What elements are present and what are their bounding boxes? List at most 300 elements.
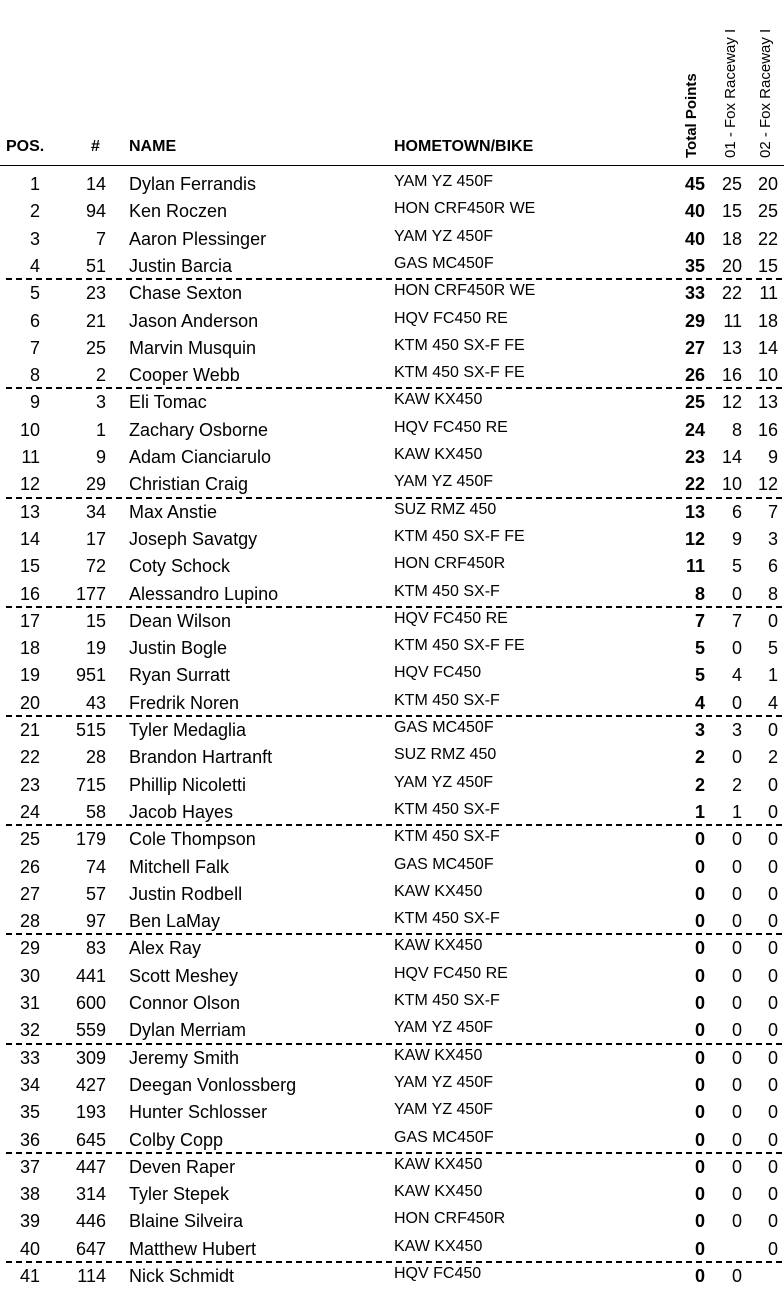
rider-name: Fredrik Noren <box>129 692 240 713</box>
rider-name: Deven Raper <box>129 1156 236 1177</box>
table-row <box>0 526 784 553</box>
bike-number: 114 <box>77 1266 106 1286</box>
round-2-points: 11 <box>759 283 778 304</box>
round-1-points: 20 <box>721 255 742 276</box>
bike-number: 647 <box>75 1238 106 1259</box>
round-2-points: 7 <box>767 501 778 522</box>
total-points: 0 <box>694 1102 705 1123</box>
rider-name: Scott Meshey <box>129 965 239 986</box>
round-2-points: 0 <box>767 1047 778 1068</box>
rider-name: Brandon Hartranft <box>129 747 273 768</box>
table-row <box>0 499 784 526</box>
total-points: 40 <box>684 228 705 249</box>
bike: HQV FC450 RE <box>394 418 508 436</box>
table-row <box>0 581 784 608</box>
total-points: 4 <box>694 692 705 713</box>
round-1-points: 9 <box>731 528 742 549</box>
rider-name: Alex Ray <box>129 938 202 959</box>
rider-name: Blaine Silveira <box>129 1211 244 1232</box>
bike: KAW KX450 <box>394 391 483 409</box>
round-1-points: 7 <box>731 610 742 631</box>
position: 29 <box>19 938 40 959</box>
header-pos: POS. <box>6 138 45 155</box>
position: 3 <box>29 228 40 249</box>
total-points: 5 <box>694 638 705 659</box>
round-2-points: 20 <box>757 174 778 194</box>
rider-name: Aaron Plessinger <box>129 228 267 249</box>
total-points: 0 <box>694 1074 705 1095</box>
bike-number: 97 <box>85 911 106 932</box>
round-1-points: 0 <box>731 1047 742 1068</box>
rider-name: Tyler Medaglia <box>129 720 247 740</box>
table-row <box>0 1154 784 1181</box>
round-1-points: 18 <box>721 228 742 249</box>
table-row <box>0 253 784 280</box>
bike-number: 3 <box>95 392 106 413</box>
bike: KAW KX450 <box>394 1183 483 1201</box>
bike-number: 23 <box>85 283 106 304</box>
round-2-points: 0 <box>767 911 778 932</box>
round-1-points: 22 <box>721 283 742 304</box>
rider-name: Matthew Hubert <box>129 1238 257 1259</box>
rider-name: Eli Tomac <box>129 392 207 413</box>
bike-number: 21 <box>85 310 106 331</box>
bike: YAM YZ 450F <box>394 473 493 491</box>
rider-name: Justin Bogle <box>129 638 228 659</box>
bike-number: 179 <box>75 829 106 850</box>
table-row <box>0 226 784 253</box>
position: 14 <box>19 528 40 549</box>
rider-name: Mitchell Falk <box>129 856 230 877</box>
rider-name: Adam Cianciarulo <box>129 447 272 467</box>
rider-name: Joseph Savatgy <box>129 528 258 549</box>
total-points: 0 <box>694 1129 705 1150</box>
bike: GAS MC450F <box>394 855 494 873</box>
table-row <box>0 635 784 662</box>
bike-number: 74 <box>85 856 106 877</box>
header-hometown-bike: HOMETOWN/BIKE <box>394 138 534 155</box>
bike-number: 43 <box>85 692 106 713</box>
rider-name: Colby Copp <box>129 1129 224 1150</box>
position: 37 <box>19 1156 40 1177</box>
table-row <box>0 881 784 908</box>
bike-number: 94 <box>85 201 106 222</box>
table-row <box>0 1127 784 1154</box>
position: 28 <box>19 911 40 932</box>
round-2-points: 0 <box>767 1102 778 1123</box>
bike-number: 177 <box>75 583 106 604</box>
table-row <box>0 389 784 416</box>
total-points: 24 <box>684 419 705 440</box>
round-1-points: 11 <box>723 310 742 331</box>
round-2-points: 0 <box>767 829 778 850</box>
table-row <box>0 1072 784 1099</box>
bike: KAW KX450 <box>394 1237 483 1255</box>
bike-number: 25 <box>85 337 106 358</box>
bike: KTM 450 SX-F FE <box>394 336 525 354</box>
table-row <box>0 1236 784 1263</box>
round-1-points: 16 <box>721 365 742 386</box>
round-1-points: 1 <box>731 801 742 822</box>
total-points: 0 <box>694 1047 705 1068</box>
total-points: 27 <box>684 337 705 358</box>
bike-number: 314 <box>75 1184 106 1205</box>
bike: KTM 450 SX-F <box>394 828 500 846</box>
total-points: 0 <box>694 1020 705 1041</box>
round-2-points: 3 <box>767 528 778 549</box>
bike: YAM YZ 450F <box>394 173 493 190</box>
header-round-2: 02 - Fox Raceway I <box>757 28 774 158</box>
bike-number: 600 <box>75 993 106 1013</box>
position: 26 <box>19 856 40 877</box>
total-points: 0 <box>694 1266 705 1286</box>
table-row <box>0 990 784 1017</box>
round-1-points: 5 <box>731 556 742 577</box>
position: 38 <box>19 1184 40 1205</box>
position: 11 <box>21 447 40 467</box>
rider-name: Jason Anderson <box>129 310 259 331</box>
total-points: 0 <box>694 911 705 932</box>
header-round-1: 01 - Fox Raceway I <box>722 28 739 158</box>
rider-name: Cooper Webb <box>129 365 240 386</box>
round-2-points: 0 <box>767 1020 778 1041</box>
total-points: 0 <box>694 993 705 1013</box>
position: 7 <box>29 337 40 358</box>
bike-number: 2 <box>95 365 106 386</box>
bike-number: 14 <box>85 174 106 194</box>
rider-name: Dylan Ferrandis <box>129 174 257 194</box>
round-2-points: 0 <box>767 965 778 986</box>
bike-number: 58 <box>85 801 106 822</box>
total-points: 0 <box>694 856 705 877</box>
round-2-points: 0 <box>767 856 778 877</box>
table-row <box>0 963 784 990</box>
position: 36 <box>19 1129 40 1150</box>
position: 35 <box>19 1102 40 1123</box>
table-row <box>0 444 784 471</box>
table-row <box>0 690 784 717</box>
round-2-points: 5 <box>767 638 778 659</box>
bike-number: 427 <box>75 1074 106 1095</box>
bike: SUZ RMZ 450 <box>394 746 497 764</box>
table-row <box>0 772 784 799</box>
rider-name: Justin Barcia <box>129 255 233 276</box>
bike: KTM 450 SX-F <box>394 992 500 1009</box>
bike: KAW KX450 <box>394 1155 483 1173</box>
total-points: 0 <box>694 883 705 904</box>
bike-number: 72 <box>85 556 106 577</box>
round-2-points: 0 <box>767 1074 778 1095</box>
round-2-points: 6 <box>767 556 778 577</box>
rider-name: Christian Craig <box>129 474 249 495</box>
header-total-points: Total Points <box>683 73 700 158</box>
round-1-points: 12 <box>721 392 742 413</box>
round-1-points: 0 <box>731 1156 742 1177</box>
bike-number: 17 <box>85 528 106 549</box>
bike: KTM 450 SX-F FE <box>394 527 525 545</box>
position: 22 <box>19 747 40 768</box>
round-1-points: 0 <box>731 993 742 1013</box>
total-points: 0 <box>694 1184 705 1205</box>
round-2-points: 0 <box>767 1156 778 1177</box>
total-points: 35 <box>684 255 705 276</box>
table-row <box>0 608 784 635</box>
round-2-points: 0 <box>767 801 778 822</box>
table-row <box>0 908 784 935</box>
round-2-points: 25 <box>757 201 778 222</box>
position: 21 <box>19 720 40 740</box>
total-points: 5 <box>694 665 705 686</box>
position: 31 <box>19 993 40 1013</box>
bike-number: 7 <box>95 228 106 249</box>
rider-name: Hunter Schlosser <box>129 1102 268 1123</box>
bike: YAM YZ 450F <box>394 1073 493 1091</box>
round-2-points: 10 <box>757 365 778 386</box>
bike: HQV FC450 RE <box>394 309 508 327</box>
round-2-points: 22 <box>757 228 778 249</box>
total-points: 8 <box>694 583 705 604</box>
total-points: 0 <box>694 1156 705 1177</box>
table-row <box>0 1263 784 1290</box>
position: 41 <box>19 1266 40 1286</box>
header-divider <box>0 165 784 166</box>
table-row <box>0 1017 784 1044</box>
bike: HON CRF450R WE <box>394 200 536 218</box>
bike-number: 1 <box>95 419 106 440</box>
position: 17 <box>19 610 40 631</box>
bike-number: 34 <box>85 501 106 522</box>
table-row <box>0 1181 784 1208</box>
position: 39 <box>19 1211 40 1232</box>
round-1-points: 0 <box>731 1184 742 1205</box>
total-points: 7 <box>694 610 705 631</box>
round-1-points: 4 <box>731 665 742 686</box>
position: 27 <box>19 883 40 904</box>
bike-number: 51 <box>85 255 106 276</box>
rider-name: Connor Olson <box>129 993 241 1013</box>
table-row <box>0 1208 784 1235</box>
total-points: 0 <box>694 965 705 986</box>
header-number: # <box>91 138 100 155</box>
bike-number: 446 <box>75 1211 106 1232</box>
round-2-points: 0 <box>767 1238 778 1259</box>
round-2-points: 0 <box>767 1211 778 1232</box>
bike-number: 715 <box>75 774 106 795</box>
round-1-points: 0 <box>731 638 742 659</box>
round-2-points: 2 <box>767 747 778 768</box>
bike: GAS MC450F <box>394 1128 494 1146</box>
table-row <box>0 1099 784 1126</box>
round-1-points: 0 <box>731 1266 742 1286</box>
total-points: 0 <box>694 1238 705 1259</box>
bike-number: 29 <box>85 474 106 495</box>
position: 1 <box>29 174 40 194</box>
bike-number: 15 <box>85 610 106 631</box>
round-1-points: 3 <box>731 720 742 740</box>
round-2-points: 0 <box>767 774 778 795</box>
bike: KTM 450 SX-F <box>394 910 500 928</box>
rider-name: Alessandro Lupino <box>129 583 279 604</box>
round-2-points: 14 <box>757 337 778 358</box>
position: 5 <box>29 283 40 304</box>
rider-name: Deegan Vonlossberg <box>129 1074 297 1095</box>
round-1-points: 14 <box>721 447 742 467</box>
table-row <box>0 744 784 771</box>
rider-name: Coty Schock <box>129 556 231 577</box>
position: 8 <box>29 365 40 386</box>
total-points: 0 <box>694 829 705 850</box>
round-2-points: 0 <box>767 993 778 1013</box>
round-1-points: 0 <box>731 1074 742 1095</box>
round-1-points: 0 <box>731 856 742 877</box>
bike-number: 309 <box>75 1047 106 1068</box>
round-1-points: 2 <box>731 774 742 795</box>
total-points: 45 <box>684 174 705 194</box>
position: 9 <box>29 392 40 413</box>
bike: YAM YZ 450F <box>394 227 493 245</box>
round-2-points: 16 <box>757 419 778 440</box>
table-row <box>0 417 784 444</box>
position: 4 <box>29 255 40 276</box>
rider-name: Marvin Musquin <box>129 337 257 358</box>
round-1-points: 10 <box>721 474 742 495</box>
round-1-points: 0 <box>731 1129 742 1150</box>
bike-number: 559 <box>75 1020 106 1041</box>
bike-number: 951 <box>75 665 106 686</box>
rider-name: Justin Rodbell <box>129 883 243 904</box>
rider-name: Jacob Hayes <box>129 801 234 822</box>
round-2-points: 0 <box>767 883 778 904</box>
bike-number: 9 <box>95 447 106 467</box>
rider-name: Phillip Nicoletti <box>129 774 247 795</box>
bike: KTM 450 SX-F <box>394 582 500 600</box>
table-row <box>0 171 784 198</box>
bike: GAS MC450F <box>394 254 494 272</box>
round-2-points: 12 <box>757 474 778 495</box>
position: 25 <box>19 829 40 850</box>
position: 19 <box>19 665 40 686</box>
round-2-points: 0 <box>767 1129 778 1150</box>
total-points: 3 <box>694 720 705 740</box>
bike-number: 447 <box>75 1156 106 1177</box>
position: 23 <box>19 774 40 795</box>
round-2-points: 0 <box>767 610 778 631</box>
bike-number: 28 <box>85 747 106 768</box>
table-row <box>0 335 784 362</box>
table-row <box>0 471 784 498</box>
bike: HQV FC450 <box>394 1265 482 1282</box>
rider-name: Zachary Osborne <box>129 419 269 440</box>
round-1-points: 0 <box>731 1020 742 1041</box>
round-1-points: 0 <box>731 938 742 959</box>
table-row <box>0 1045 784 1072</box>
total-points: 12 <box>684 528 705 549</box>
table-row <box>0 308 784 335</box>
position: 30 <box>19 965 40 986</box>
table-row <box>0 826 784 853</box>
header-name: NAME <box>129 138 177 155</box>
round-1-points: 0 <box>731 583 742 604</box>
bike: HON CRF450R <box>394 555 506 573</box>
bike: HQV FC450 <box>394 664 482 682</box>
bike-number: 193 <box>75 1102 106 1123</box>
round-1-points: 0 <box>731 1102 742 1123</box>
position: 2 <box>29 201 40 222</box>
position: 20 <box>19 692 40 713</box>
table-row <box>0 198 784 225</box>
bike: YAM YZ 450F <box>394 1019 493 1037</box>
position: 12 <box>19 474 40 495</box>
total-points: 33 <box>684 283 705 304</box>
table-row <box>0 280 784 307</box>
bike: YAM YZ 450F <box>394 1101 493 1119</box>
bike: HON CRF450R WE <box>394 282 536 300</box>
total-points: 25 <box>684 392 705 413</box>
rider-name: Jeremy Smith <box>129 1047 240 1068</box>
table-row <box>0 553 784 580</box>
position: 33 <box>19 1047 40 1068</box>
rider-name: Ben LaMay <box>129 911 221 932</box>
round-2-points: 1 <box>767 665 778 686</box>
total-points: 1 <box>694 801 705 822</box>
total-points: 2 <box>694 774 705 795</box>
bike: KTM 450 SX-F <box>394 800 500 818</box>
bike: HQV FC450 RE <box>394 964 508 982</box>
position: 40 <box>19 1238 40 1259</box>
bike: GAS MC450F <box>394 719 494 736</box>
table-row <box>0 935 784 962</box>
round-2-points: 0 <box>767 720 778 740</box>
bike: YAM YZ 450F <box>394 773 493 791</box>
rider-name: Dylan Merriam <box>129 1020 247 1041</box>
position: 32 <box>19 1020 40 1041</box>
round-1-points: 6 <box>731 501 742 522</box>
round-2-points: 13 <box>757 392 778 413</box>
position: 18 <box>19 638 40 659</box>
total-points: 40 <box>684 201 705 222</box>
rider-name: Chase Sexton <box>129 283 243 304</box>
bike-number: 515 <box>75 720 106 740</box>
bike-number: 645 <box>75 1129 106 1150</box>
round-1-points: 0 <box>731 965 742 986</box>
table-row <box>0 854 784 881</box>
bike: SUZ RMZ 450 <box>394 500 497 518</box>
round-2-points: 15 <box>757 255 778 276</box>
total-points: 0 <box>694 938 705 959</box>
round-1-points: 13 <box>721 337 742 358</box>
total-points: 22 <box>684 474 705 495</box>
bike: KTM 450 SX-F FE <box>394 364 525 382</box>
rider-name: Tyler Stepek <box>129 1184 230 1205</box>
bike-number: 83 <box>85 938 106 959</box>
round-1-points: 0 <box>731 692 742 713</box>
total-points: 11 <box>685 556 705 577</box>
round-2-points: 0 <box>767 1184 778 1205</box>
round-1-points: 0 <box>731 829 742 850</box>
rider-name: Nick Schmidt <box>129 1266 235 1286</box>
bike: KAW KX450 <box>394 1046 483 1064</box>
position: 15 <box>19 556 40 577</box>
position: 16 <box>19 583 40 604</box>
total-points: 2 <box>694 747 705 768</box>
total-points: 23 <box>684 447 705 467</box>
bike: KAW KX450 <box>394 882 483 900</box>
bike: KTM 450 SX-F <box>394 691 500 709</box>
total-points: 13 <box>684 501 705 522</box>
position: 10 <box>19 419 40 440</box>
bike-number: 57 <box>85 883 106 904</box>
round-1-points: 0 <box>731 883 742 904</box>
